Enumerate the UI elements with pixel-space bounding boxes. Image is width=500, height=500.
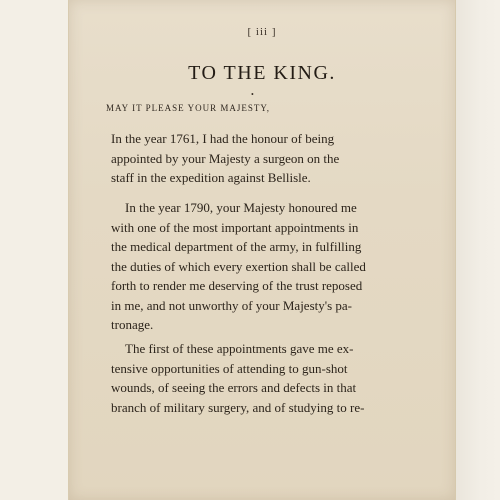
paragraph-3-line: wounds, of seeing the errors and defects in that bbox=[111, 380, 357, 395]
paragraph-2 bbox=[111, 198, 411, 335]
page-number: [ iii ] bbox=[247, 26, 277, 38]
paragraph-2-line: with one of the most important appointments in bbox=[111, 219, 359, 235]
paragraph-2-line: forth to render me deserving of the trust reposed bbox=[111, 278, 363, 293]
paragraph-2-line: In the year 1790, your Majesty honoured me bbox=[125, 200, 357, 215]
page-title: TO THE KING. bbox=[188, 62, 336, 84]
paragraph-3-line: branch of military surgery, and of studying to re- bbox=[111, 399, 365, 415]
paragraph-3-line: tensive opportunities of attending to gun-shot bbox=[111, 360, 348, 376]
paragraph-2-line: the medical department of the army, in fulfilling bbox=[111, 239, 362, 254]
backdrop-right bbox=[452, 0, 500, 500]
paragraph-2-line: in me, and not unworthy of your Majesty's pa- bbox=[111, 297, 352, 313]
paragraph-1-line: appointed by your Majesty a surgeon on the bbox=[111, 150, 340, 166]
paragraph-2-line: tronage. bbox=[111, 317, 154, 332]
paragraph-2-line: the duties of which every exertion shall be called bbox=[111, 258, 366, 274]
paragraph-3 bbox=[111, 339, 411, 417]
paragraph-1 bbox=[111, 129, 411, 188]
document-page bbox=[68, 0, 456, 500]
paragraph-1-line: staff in the expedition against Bellisle. bbox=[111, 170, 311, 185]
paragraph-1-line: In the year 1761, I had the honour of being bbox=[111, 131, 335, 146]
title-ornament: • bbox=[251, 90, 254, 99]
salutation: MAY IT PLEASE YOUR MAJESTY, bbox=[106, 103, 270, 113]
paragraph-3-line: The first of these appointments gave me ex- bbox=[125, 341, 354, 356]
